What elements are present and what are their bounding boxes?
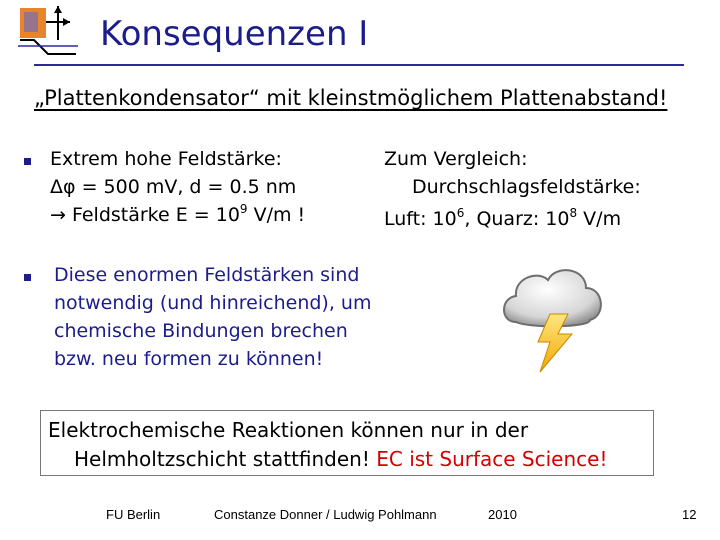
- conclusion-line2: [74, 447, 607, 471]
- thundercloud-icon: [498, 258, 608, 376]
- footer-institution: FU Berlin: [106, 507, 161, 522]
- comparison-line1: Zum Vergleich:: [384, 148, 528, 170]
- bullet1-line2: Δφ = 500 mV, d = 0.5 nm: [50, 176, 297, 198]
- bullet1-line3: [50, 204, 305, 226]
- bullet2-line4: bzw. neu formen zu können!: [54, 348, 324, 370]
- footer-authors: Constanze Donner / Ludwig Pohlmann: [214, 507, 437, 522]
- footer-year: 2010: [488, 507, 517, 522]
- subtitle: „Plattenkondensator“ mit kleinstmöglichem Plattenabstand!: [34, 86, 668, 110]
- comparison-quartz: , Quarz: 10: [464, 208, 570, 230]
- bullet1-line1: Extrem hohe Feldstärke:: [50, 148, 282, 170]
- bullet1-line3-unit: V/m !: [247, 204, 306, 226]
- comparison-air-exponent: 6: [456, 206, 465, 220]
- title-divider: [34, 64, 684, 66]
- bullet2-line1: Diese enormen Feldstärken sind: [54, 264, 360, 286]
- bullet2-line2: notwendig (und hinreichend), um: [54, 292, 372, 314]
- bullet1-exponent: 9: [239, 202, 248, 216]
- bullet-marker: [24, 274, 31, 281]
- comparison-unit: V/m: [577, 208, 622, 230]
- bullet-marker: [24, 158, 31, 165]
- conclusion-highlight: EC ist Surface Science!: [376, 447, 608, 471]
- bullet1-line3-text: → Feldstärke E = 10: [50, 204, 240, 226]
- conclusion-line1: Elektrochemische Reaktionen können nur in der: [48, 418, 529, 442]
- comparison-air: Luft: 10: [384, 208, 457, 230]
- electrode-logo-icon: [18, 6, 78, 62]
- footer-page-number: 12: [682, 507, 697, 522]
- bullet2-line3: chemische Bindungen brechen: [54, 320, 348, 342]
- comparison-line3: [384, 208, 621, 230]
- conclusion-text: Helmholtzschicht stattfinden!: [74, 447, 370, 471]
- comparison-line2: Durchschlagsfeldstärke:: [412, 176, 641, 198]
- comparison-quartz-exponent: 8: [569, 206, 578, 220]
- page-title: Konsequenzen I: [100, 14, 369, 54]
